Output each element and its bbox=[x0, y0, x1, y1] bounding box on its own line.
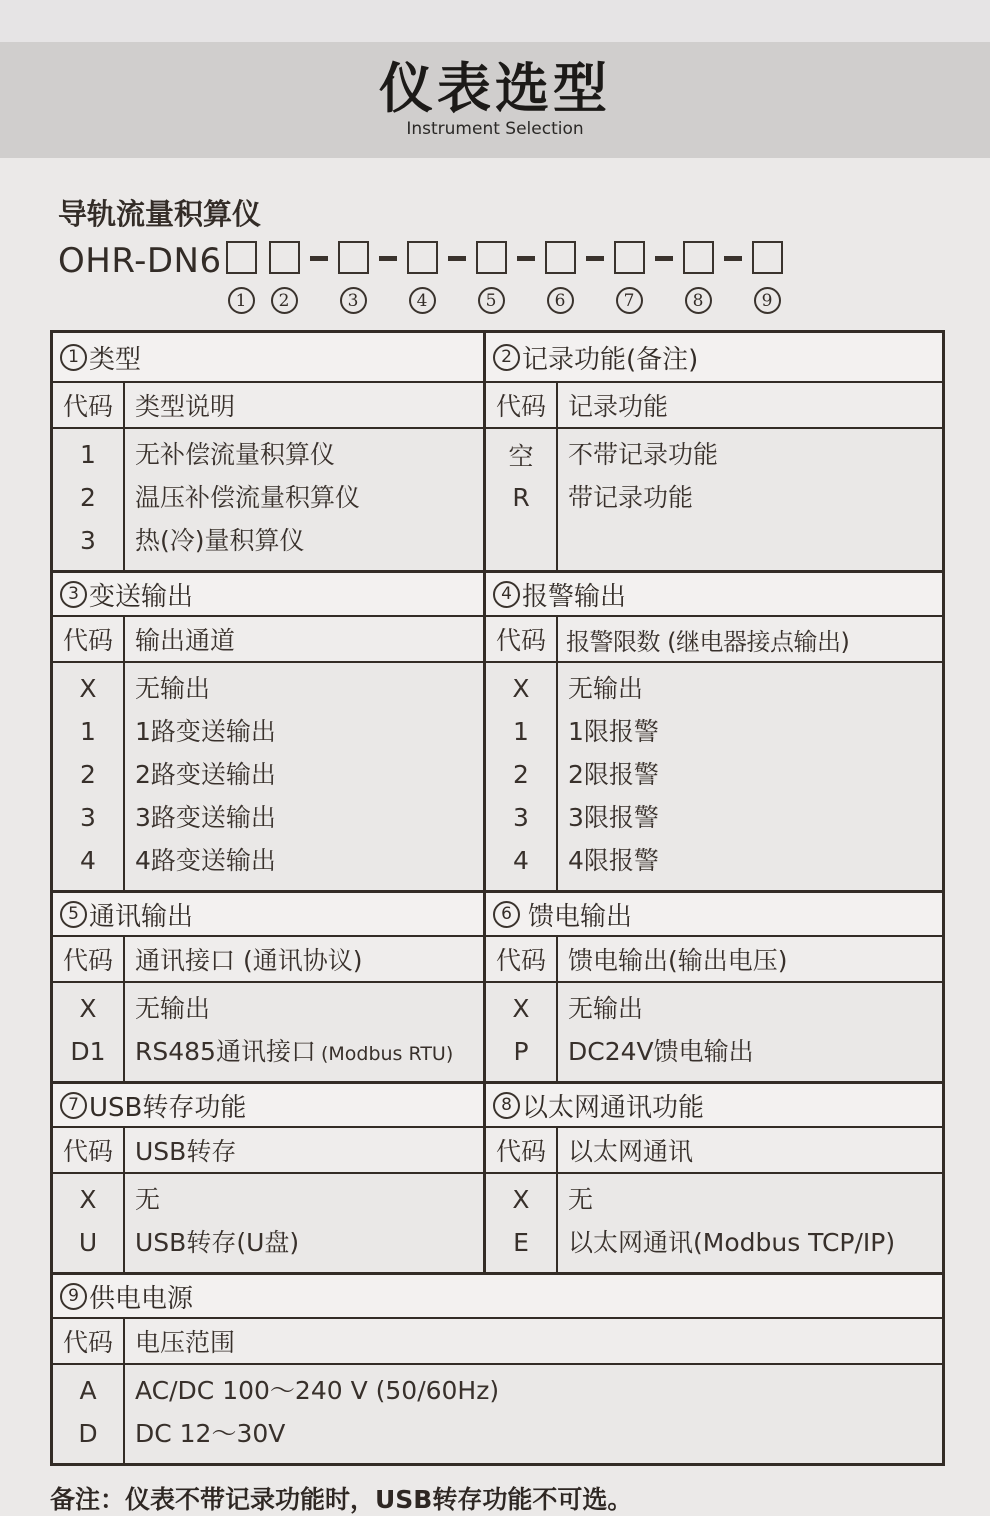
section-title-text: 类型 bbox=[89, 344, 142, 375]
section-number-badge: 6 bbox=[493, 901, 520, 928]
code-value: X bbox=[79, 1185, 97, 1214]
desc-value bbox=[135, 1030, 483, 1073]
dash-separator bbox=[310, 256, 328, 261]
page-title: 仪表选型 bbox=[379, 57, 611, 121]
code-value: A bbox=[79, 1376, 97, 1405]
model-digit-unit-4 bbox=[407, 241, 438, 314]
model-digit-box bbox=[545, 241, 576, 274]
column-header-cell: 通讯接口 (通讯协议) bbox=[135, 946, 363, 975]
desc-column bbox=[558, 663, 942, 890]
desc-column bbox=[558, 429, 942, 570]
code-value: 3 bbox=[513, 803, 529, 832]
section-title-text: 供电电源 bbox=[89, 1283, 194, 1314]
desc-value: USB转存(U盘) bbox=[135, 1228, 300, 1257]
code-column bbox=[53, 429, 125, 570]
code-column bbox=[53, 983, 125, 1081]
section-power bbox=[53, 1275, 942, 1463]
desc-value: 无输出 bbox=[568, 674, 644, 703]
product-name: 导轨流量积算仪 bbox=[58, 197, 262, 231]
model-digit-box bbox=[683, 241, 714, 274]
code-value: X bbox=[512, 674, 530, 703]
subheader-row bbox=[53, 1319, 942, 1365]
section-title-text: 馈电输出 bbox=[528, 901, 633, 932]
desc-value: 无补偿流量积算仪 bbox=[135, 440, 336, 469]
section-title-text: 通讯输出 bbox=[89, 901, 194, 932]
model-digit-box bbox=[269, 241, 300, 274]
top-margin-strip bbox=[0, 0, 990, 42]
code-value: 1 bbox=[80, 717, 96, 746]
page-subtitle: Instrument Selection bbox=[406, 118, 584, 139]
section-type-record bbox=[53, 333, 942, 573]
code-value: 2 bbox=[80, 760, 96, 789]
section-number-badge: 3 bbox=[60, 581, 87, 608]
desc-value: 2限报警 bbox=[568, 760, 659, 789]
section-number-badge: 8 bbox=[493, 1092, 520, 1119]
desc-column bbox=[125, 983, 483, 1081]
model-digit-box bbox=[614, 241, 645, 274]
digit-badge: 6 bbox=[547, 287, 574, 314]
section-title-usb bbox=[53, 1084, 483, 1128]
dash-separator bbox=[379, 256, 397, 261]
model-digit-unit-5 bbox=[476, 241, 507, 314]
section-title-type bbox=[53, 333, 483, 383]
section-title-text: 报警输出 bbox=[522, 581, 627, 612]
desc-value: 3限报警 bbox=[568, 803, 659, 832]
code-header-cell: 代码 bbox=[53, 1319, 125, 1363]
digit-badge: 9 bbox=[754, 287, 781, 314]
section-title-text: 以太网通讯功能 bbox=[522, 1092, 705, 1123]
digit-badge: 5 bbox=[478, 287, 505, 314]
subheader-row bbox=[486, 937, 942, 983]
desc-value: AC/DC 100～240 V (50/60Hz) bbox=[135, 1376, 500, 1405]
desc-column bbox=[125, 1174, 483, 1272]
desc-column bbox=[558, 983, 942, 1081]
desc-column bbox=[125, 429, 483, 570]
code-column bbox=[53, 1174, 125, 1272]
desc-column bbox=[558, 1174, 942, 1272]
desc-value: 1路变送输出 bbox=[135, 717, 276, 746]
code-value: 2 bbox=[513, 760, 529, 789]
digit-badge: 7 bbox=[616, 287, 643, 314]
model-digit-box bbox=[476, 241, 507, 274]
model-digit-unit-2 bbox=[269, 241, 300, 314]
column-header-cell: 类型说明 bbox=[135, 392, 236, 421]
code-column bbox=[53, 663, 125, 890]
section-title-ethernet bbox=[486, 1084, 942, 1128]
subheader-row bbox=[486, 1128, 942, 1174]
dash-separator bbox=[724, 256, 742, 261]
desc-column bbox=[125, 663, 483, 890]
desc-value: 无 bbox=[568, 1185, 594, 1214]
code-value: 空 bbox=[508, 441, 534, 471]
desc-value: DC 12～30V bbox=[135, 1419, 286, 1448]
section-title-alarm bbox=[486, 573, 942, 617]
desc-value: 4限报警 bbox=[568, 846, 659, 875]
column-header-cell: USB转存 bbox=[135, 1137, 237, 1166]
model-digit-unit-9 bbox=[752, 241, 783, 314]
model-digit-unit-7 bbox=[614, 241, 645, 314]
model-digit-unit-3 bbox=[338, 241, 369, 314]
desc-value: 3路变送输出 bbox=[135, 803, 276, 832]
desc-value: 无输出 bbox=[568, 994, 644, 1023]
digit-badge: 4 bbox=[409, 287, 436, 314]
code-value: U bbox=[78, 1228, 98, 1257]
section-number-badge: 9 bbox=[60, 1283, 87, 1310]
model-digit-unit-6 bbox=[545, 241, 576, 314]
desc-value: 无输出 bbox=[135, 994, 211, 1023]
section-title-text: 变送输出 bbox=[89, 581, 194, 612]
desc-value: 无 bbox=[135, 1185, 161, 1214]
model-digit-unit-8 bbox=[683, 241, 714, 314]
model-code-intro bbox=[58, 192, 990, 314]
dash-separator bbox=[517, 256, 535, 261]
selection-table bbox=[50, 330, 945, 1466]
model-digit-box bbox=[226, 241, 257, 274]
subheader-row bbox=[53, 937, 483, 983]
section-title-text: 记录功能(备注) bbox=[522, 344, 699, 375]
code-value: 4 bbox=[80, 846, 96, 875]
model-digit-box bbox=[407, 241, 438, 274]
dash-separator bbox=[586, 256, 604, 261]
desc-value: 1限报警 bbox=[568, 717, 659, 746]
code-header-cell: 代码 bbox=[486, 937, 558, 981]
desc-value: 2路变送输出 bbox=[135, 760, 276, 789]
code-value: 1 bbox=[513, 717, 529, 746]
code-value: 3 bbox=[80, 526, 96, 555]
code-header-cell: 代码 bbox=[486, 383, 558, 427]
model-digit-box bbox=[338, 241, 369, 274]
section-number-badge: 1 bbox=[60, 344, 87, 371]
subheader-row bbox=[486, 617, 942, 663]
desc-value: 不带记录功能 bbox=[568, 440, 719, 469]
code-value: P bbox=[513, 1037, 529, 1066]
desc-protocol-note: (Modbus RTU) bbox=[320, 1043, 454, 1065]
desc-column bbox=[125, 1365, 942, 1463]
code-header-cell: 代码 bbox=[486, 617, 558, 661]
code-value: X bbox=[79, 674, 97, 703]
desc-value: 无输出 bbox=[135, 674, 211, 703]
section-title-feed bbox=[486, 893, 942, 937]
column-header-cell: 记录功能 bbox=[568, 392, 669, 421]
dash-separator bbox=[448, 256, 466, 261]
column-header-cell: 输出通道 bbox=[135, 626, 236, 655]
digit-badge: 8 bbox=[685, 287, 712, 314]
desc-main: RS485通讯接口 bbox=[135, 1037, 316, 1066]
code-value: R bbox=[512, 483, 530, 512]
model-digit-unit-1 bbox=[226, 241, 257, 314]
code-column bbox=[53, 1365, 125, 1463]
code-header-cell: 代码 bbox=[53, 1128, 125, 1172]
desc-value: 热(冷)量积算仪 bbox=[135, 526, 305, 555]
dash-separator bbox=[655, 256, 673, 261]
footnote: 备注：仪表不带记录功能时，USB转存功能不可选。 bbox=[50, 1485, 633, 1514]
desc-value: 以太网通讯(Modbus TCP/IP) bbox=[568, 1228, 896, 1257]
section-number-badge: 7 bbox=[60, 1092, 87, 1119]
code-value: D1 bbox=[70, 1037, 106, 1066]
column-header-cell: 以太网通讯 bbox=[568, 1137, 694, 1166]
model-digit-box bbox=[752, 241, 783, 274]
code-value: 4 bbox=[513, 846, 529, 875]
code-header-cell: 代码 bbox=[53, 617, 125, 661]
digit-badge: 1 bbox=[228, 287, 255, 314]
model-prefix: OHR-DN6 bbox=[58, 241, 222, 281]
digit-badge: 3 bbox=[340, 287, 367, 314]
code-column bbox=[486, 663, 558, 890]
section-title-record bbox=[486, 333, 942, 383]
code-value: 1 bbox=[80, 440, 96, 469]
section-number-badge: 2 bbox=[493, 344, 520, 371]
code-column bbox=[486, 983, 558, 1081]
code-value: X bbox=[512, 994, 530, 1023]
section-title-text: USB转存功能 bbox=[89, 1092, 247, 1123]
section-transmit-alarm bbox=[53, 573, 942, 893]
code-value: D bbox=[78, 1419, 98, 1448]
code-header-cell: 代码 bbox=[486, 1128, 558, 1172]
desc-value: 温压补偿流量积算仪 bbox=[135, 483, 361, 512]
section-title-power bbox=[53, 1275, 942, 1319]
code-header-cell: 代码 bbox=[53, 383, 125, 427]
title-band bbox=[0, 42, 990, 158]
model-code-line bbox=[58, 241, 990, 314]
section-number-badge: 4 bbox=[493, 581, 520, 608]
desc-value: 4路变送输出 bbox=[135, 846, 276, 875]
section-title-comm bbox=[53, 893, 483, 937]
code-value: 2 bbox=[80, 483, 96, 512]
code-value: 3 bbox=[80, 803, 96, 832]
column-header-cell: 馈电输出(输出电压) bbox=[568, 946, 788, 975]
code-value: X bbox=[512, 1185, 530, 1214]
column-header-cell: 电压范围 bbox=[135, 1328, 236, 1357]
subheader-row bbox=[486, 383, 942, 429]
desc-value: DC24V馈电输出 bbox=[568, 1037, 754, 1066]
code-column bbox=[486, 429, 558, 570]
code-header-cell: 代码 bbox=[53, 937, 125, 981]
digit-badge: 2 bbox=[271, 287, 298, 314]
code-value: E bbox=[513, 1228, 529, 1257]
code-value: X bbox=[79, 994, 97, 1023]
code-column bbox=[486, 1174, 558, 1272]
column-header-cell: 报警限数 (继电器接点输出) bbox=[566, 627, 850, 656]
desc-value: 带记录功能 bbox=[568, 483, 694, 512]
subheader-row bbox=[53, 383, 483, 429]
section-comm-feed bbox=[53, 893, 942, 1084]
subheader-row bbox=[53, 617, 483, 663]
section-title-transmit bbox=[53, 573, 483, 617]
section-usb-ethernet bbox=[53, 1084, 942, 1275]
section-number-badge: 5 bbox=[60, 901, 87, 928]
subheader-row bbox=[53, 1128, 483, 1174]
